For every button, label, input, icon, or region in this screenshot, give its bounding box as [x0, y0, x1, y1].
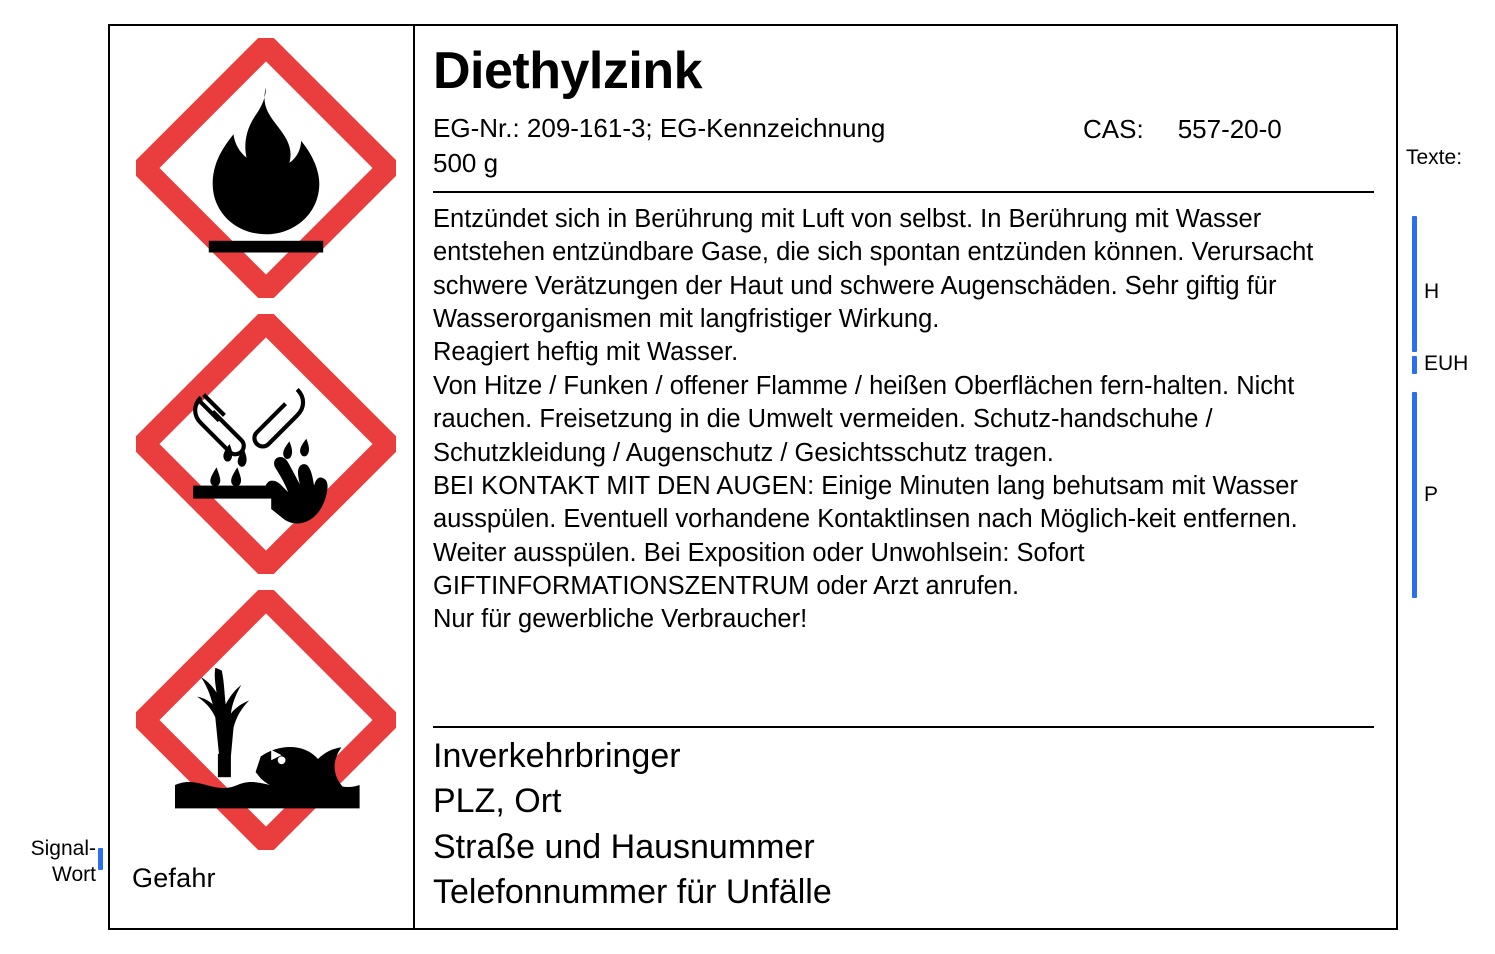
- annotation-p: P: [1424, 483, 1439, 506]
- p-statements-response: BEI KONTAKT MIT DEN AUGEN: Einige Minuten lang behutsam mit Wasser ausspülen. Eventuell vorhandene Kontaktlinsen nach Möglich-keit entfernen. Weiter ausspülen. Bei Exposition oder Unwohlsein: Sofort GIFTINFORMATIONSZENTRUM oder Arzt anrufen.: [433, 471, 1298, 601]
- cas-label: CAS:: [1083, 113, 1144, 144]
- bracket-signal-word: [98, 848, 103, 870]
- annotation-h: H: [1424, 280, 1440, 303]
- supplier-block: [433, 726, 1374, 916]
- p-statements-prevention: Von Hitze / Funken / offener Flamme / heißen Oberflächen fern-halten. Nicht rauchen. Freisetzung in die Umwelt vermeiden. Schutz-handschuhe / Schutzkleidung / Augenschutz / Gesichtsschutz tragen.: [433, 371, 1295, 467]
- annotation-texte-label: Texte:: [1406, 146, 1463, 169]
- h-statements: Entzündet sich in Berührung mit Luft von selbst. In Berührung mit Wasser entstehen entzündbare Gase, die sich spontan entzünden können. Verursacht schwere Verätzungen der Haut und schwere Augenschäden. Sehr giftig für Wasserorganismen mit langfristiger Wirkung.: [433, 204, 1314, 333]
- annotation-signal-word-line1: Signal-: [30, 837, 96, 860]
- ghs09-environment-icon: [136, 590, 396, 850]
- annotation-euh: EUH: [1424, 352, 1469, 375]
- supplier-street: Straße und Hausnummer: [433, 827, 815, 866]
- quantity-line: 500 g: [433, 147, 499, 178]
- bracket-h: [1412, 216, 1417, 352]
- product-title: Diethylzink: [433, 42, 702, 100]
- eg-identification: [433, 111, 1083, 181]
- divider-bottom: [433, 726, 1374, 728]
- label-content-column: [415, 26, 1396, 928]
- ghs05-corrosive-icon: [136, 314, 396, 574]
- supplier-emergency-phone: Telefonnummer für Unfälle: [433, 873, 832, 912]
- pictogram-column: [110, 26, 415, 928]
- divider-top: [433, 191, 1374, 193]
- cas-value: 557-20-0: [1177, 113, 1282, 144]
- supplier-city: PLZ, Ort: [433, 782, 562, 821]
- annotation-signal-word: [14, 836, 96, 889]
- annotation-signal-word-line2: Wort: [52, 863, 96, 887]
- ghs02-flammable-icon: [136, 38, 396, 298]
- eg-number-line: EG-Nr.: 209-161-3; EG-Kennzeichnung: [433, 112, 886, 143]
- bracket-p: [1412, 392, 1417, 598]
- signal-word: Gefahr: [132, 863, 216, 893]
- ghs-label-frame: [108, 24, 1398, 930]
- bracket-euh: [1412, 356, 1417, 374]
- hazard-text-block: [433, 203, 1374, 637]
- professional-use-note: Nur für gewerbliche Verbraucher!: [433, 605, 808, 634]
- identification-row: [433, 111, 1374, 181]
- cas-block: [1083, 111, 1282, 147]
- euh-statements: Reagiert heftig mit Wasser.: [433, 338, 739, 367]
- supplier-name: Inverkehrbringer: [433, 736, 681, 775]
